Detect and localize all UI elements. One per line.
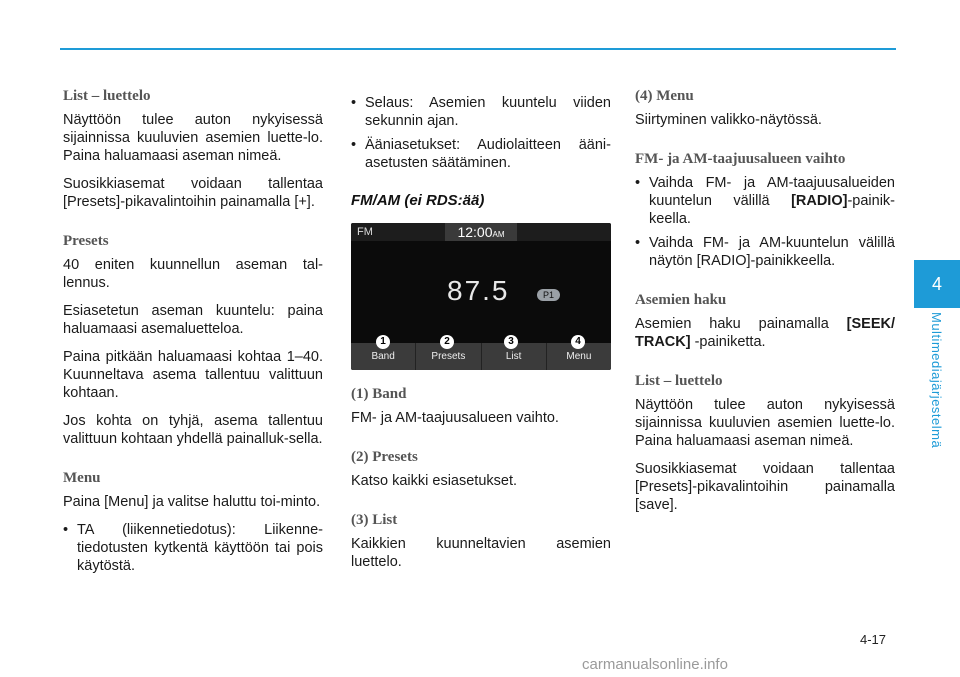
callout-4: 4 — [571, 335, 585, 349]
paragraph: Suosikkiasemat voidaan tallentaa [Presets]-pikavalintoihin painamalla [save]. — [635, 461, 895, 513]
radio-screen-image — [351, 223, 611, 370]
text: -painik-keella. — [649, 193, 895, 227]
column-3 — [635, 88, 895, 524]
text: -painiketta. — [690, 334, 766, 350]
callout-3: 3 — [504, 335, 518, 349]
screen-band-label: FM — [357, 226, 373, 238]
bullet-list — [635, 174, 895, 270]
section-title-list: List – luettelo — [63, 88, 151, 104]
section-title-list: List – luettelo — [635, 373, 723, 389]
list-item — [635, 174, 895, 228]
bullet-list — [351, 94, 611, 172]
bullet-list — [63, 521, 323, 575]
section-title-presets: Presets — [63, 233, 109, 249]
list-item: • TA (liikennetiedotus): Liikenne-tiedotusten kytkentä käyttöön tai pois käytöstä. — [63, 521, 323, 575]
section-title-band: (1) Band — [351, 386, 407, 402]
section-subtitle: FM/AM (ei RDS:ää) — [351, 192, 485, 209]
text: Vaihda FM- ja AM-taajuusalueiden kuuntelun välillä — [649, 175, 895, 209]
list-item: • Vaihda FM- ja AM-kuuntelun välillä näytön [RADIO]-painikkeella. — [635, 234, 895, 270]
page-number: 4-17 — [860, 632, 887, 647]
screen-band-button: Band — [351, 343, 416, 370]
screen-button-row — [351, 343, 611, 370]
list-item: • Selaus: Asemien kuuntelu viiden sekunnin ajan. — [351, 94, 611, 130]
section-title-menu: Menu — [63, 470, 101, 486]
text: Asemien haku painamalla — [635, 316, 847, 332]
screen-preset-badge: P1 — [537, 289, 560, 301]
section-title-menu: (4) Menu — [635, 88, 694, 104]
screen-frequency: 87.5 — [447, 275, 510, 306]
paragraph: Paina pitkään haluamaasi kohtaa 1–40. Kuunneltava asema tallentuu valittuun kohtaan. — [63, 349, 323, 401]
section-title-seek: Asemien haku — [635, 292, 727, 308]
seek-track-key: [SEEK/ TRACK] — [635, 316, 895, 350]
paragraph: Katso kaikki esiasetukset. — [351, 473, 518, 489]
chapter-name: Multimediajärjestelmä — [929, 312, 944, 449]
paragraph: Siirtyminen valikko-näytössä. — [635, 112, 822, 128]
callout-1: 1 — [376, 335, 390, 349]
radio-key: [RADIO] — [791, 193, 848, 209]
paragraph: Paina [Menu] ja valitse haluttu toi-minto. — [63, 494, 321, 510]
chapter-number-tab: 4 — [914, 260, 960, 308]
callout-2: 2 — [440, 335, 454, 349]
paragraph: Kaikkien kuunneltavien asemien luettelo. — [351, 536, 611, 570]
paragraph: FM- ja AM-taajuusalueen vaihto. — [351, 410, 559, 426]
paragraph — [635, 315, 895, 351]
section-title-band-change: FM- ja AM-taajuusalueen vaihto — [635, 151, 846, 167]
paragraph: Näyttöön tulee auton nykyisessä sijainnissa kuuluvien asemien luette-lo. Paina haluamaasi aseman nimeä. — [635, 397, 895, 449]
paragraph: Näyttöön tulee auton nykyisessä sijainnissa kuuluvien asemien luette-lo. Paina haluamaasi aseman nimeä. — [63, 112, 323, 164]
screen-menu-button: Menu — [547, 343, 611, 370]
clock-ampm: AM — [492, 230, 505, 239]
list-item: • Ääniasetukset: Audiolaitteen ääni-asetusten säätäminen. — [351, 136, 611, 172]
top-rule — [60, 48, 896, 50]
clock-time: 12:00 — [457, 224, 493, 240]
paragraph: Esiasetetun aseman kuuntelu: paina haluamaasi asemaluetteloa. — [63, 303, 323, 337]
screen-list-button: List — [482, 343, 547, 370]
section-title-presets: (2) Presets — [351, 449, 418, 465]
screen-clock — [445, 223, 517, 241]
paragraph: Suosikkiasemat voidaan tallentaa [Presets]-pikavalintoihin painamalla [+]. — [63, 176, 323, 210]
watermark: carmanualsonline.info — [582, 656, 728, 673]
paragraph: Jos kohta on tyhjä, asema tallentuu valittuun kohtaan yhdellä painalluk-sella. — [63, 413, 323, 447]
section-title-list: (3) List — [351, 512, 398, 528]
column-2 — [351, 94, 611, 581]
column-1 — [63, 88, 323, 585]
paragraph: 40 eniten kuunnellun aseman tal-lennus. — [63, 257, 323, 291]
screen-presets-button: Presets — [416, 343, 481, 370]
